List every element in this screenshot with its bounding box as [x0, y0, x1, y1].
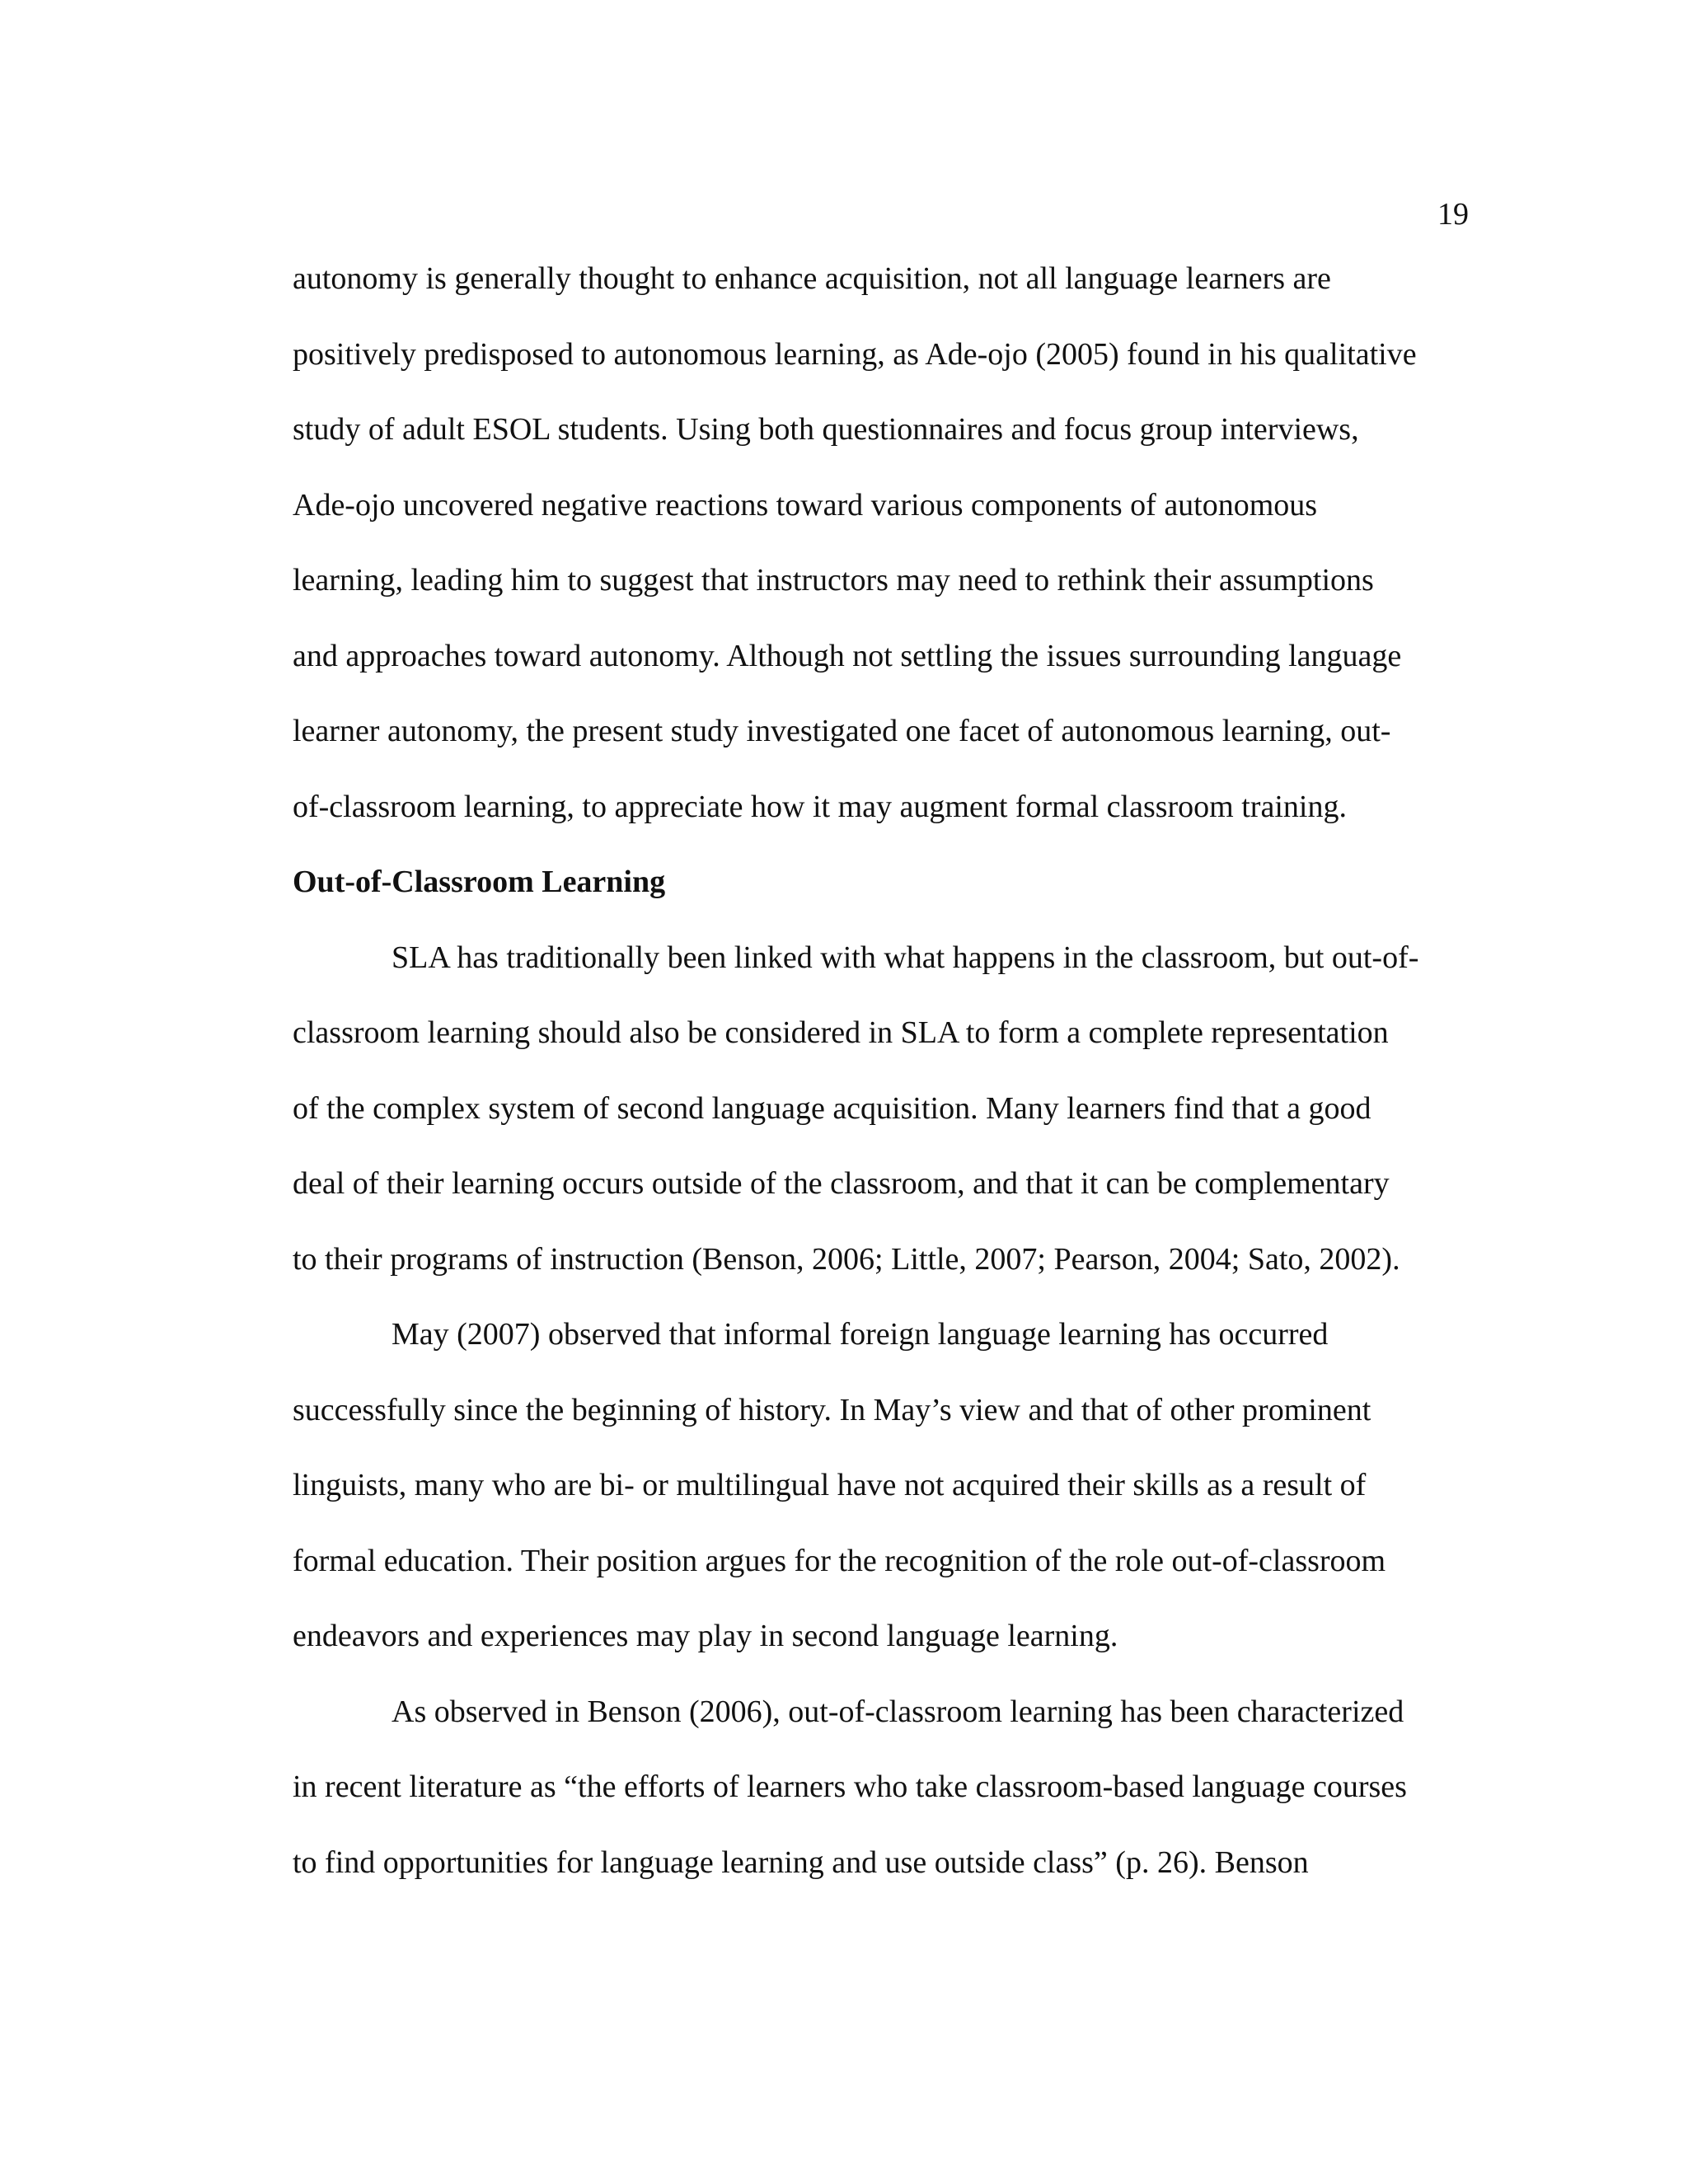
- paragraph-2: [293, 935, 1471, 1312]
- text-line: successfully since the beginning of history. In May’s view and that of other prominent: [293, 1392, 1372, 1427]
- text-line: to find opportunities for language learning and use outside class” (p. 26). Benson: [293, 1844, 1309, 1880]
- text-line: deal of their learning occurs outside of the classroom, and that it can be complementary: [293, 1166, 1390, 1201]
- body-text: [293, 255, 1471, 1915]
- paragraph-4: [293, 1689, 1471, 1915]
- text-line: positively predisposed to autonomous learning, as Ade-ojo (2005) found in his qualitative: [293, 336, 1417, 372]
- text-line: As observed in Benson (2006), out-of-classroom learning has been characterized: [392, 1694, 1404, 1729]
- text-line: in recent literature as “the efforts of learners who take classroom-based language courses: [293, 1769, 1407, 1804]
- paragraph-3: [293, 1311, 1471, 1689]
- text-line: SLA has traditionally been linked with what happens in the classroom, but out-of-: [392, 940, 1419, 975]
- text-line: learner autonomy, the present study investigated one facet of autonomous learning, out-: [293, 714, 1391, 748]
- text-line: classroom learning should also be considered in SLA to form a complete representation: [293, 1015, 1389, 1050]
- text-line: of-classroom learning, to appreciate how it may augment formal classroom training.: [293, 789, 1347, 824]
- text-line: and approaches toward autonomy. Although not settling the issues surrounding language: [293, 638, 1402, 673]
- text-line: of the complex system of second language acquisition. Many learners find that a good: [293, 1090, 1372, 1126]
- paragraph-1: [293, 255, 1471, 859]
- text-line: to their programs of instruction (Benson, 2006; Little, 2007; Pearson, 2004; Sato, 2002).: [293, 1241, 1400, 1277]
- text-line: formal education. Their position argues for the recognition of the role out-of-classroom: [293, 1543, 1386, 1578]
- page-number: 19: [1437, 197, 1469, 232]
- text-line: study of adult ESOL students. Using both questionnaires and focus group interviews,: [293, 412, 1359, 447]
- text-line: linguists, many who are bi- or multilingual have not acquired their skills as a result of: [293, 1468, 1367, 1502]
- text-line: Ade-ojo uncovered negative reactions toward various components of autonomous: [293, 487, 1318, 523]
- text-line: learning, leading him to suggest that instructors may need to rethink their assumptions: [293, 563, 1374, 598]
- text-line: autonomy is generally thought to enhance acquisition, not all language learners are: [293, 261, 1331, 296]
- text-line: endeavors and experiences may play in second language learning.: [293, 1619, 1118, 1653]
- section-heading: Out-of-Classroom Learning: [293, 865, 666, 899]
- text-line: May (2007) observed that informal foreign language learning has occurred: [392, 1317, 1329, 1352]
